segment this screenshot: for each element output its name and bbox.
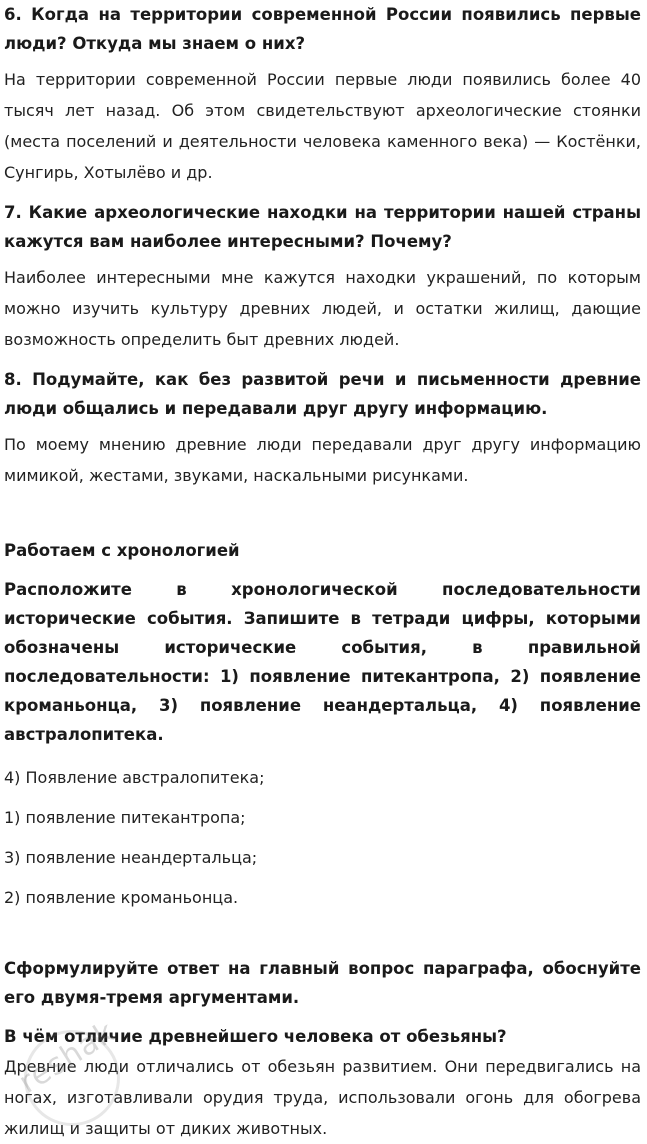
- answer-8: По моему мнению древние люди передавали друг другу информацию мимикой, жестами, звуками, наскальными рисунками.: [4, 435, 641, 485]
- answer-6: На территории современной России первые люди появились более 40 тысяч лет назад. Об этом свидетельствуют археологические стоянки (места поселений и деятельности человека каменного века) — Костёнки, Сунгирь, Хотылёво и др.: [4, 70, 641, 182]
- chronology-task: Расположите в хронологической последовательности исторические события. Запишите в тетради цифры, которыми обозначены исторические события, в правильной последовательности: 1) появление питекантропа, 2) появление кроманьонца, 3) появление неандертальца, 4) появление австралопитека.: [4, 580, 641, 744]
- list-item: 3) появление неандертальца;: [4, 848, 258, 867]
- main-question: В чём отличие древнейшего человека от обезьяны?: [4, 1027, 507, 1046]
- list-item: 1) появление питекантропа;: [4, 808, 246, 827]
- main-question-answer: Древние люди отличались от обезьян развитием. Они передвигались на ногах, изготавливали орудия труда, использовали огонь для обогрева жилищ и защиты от диких животных.: [4, 1057, 641, 1138]
- answer-7: Наиболее интересными мне кажутся находки украшений, по которым можно изучить культуру древних людей, и остатки жилищ, дающие возможность определить быт древних людей.: [4, 268, 641, 349]
- main-question-task: Сформулируйте ответ на главный вопрос параграфа, обоснуйте его двумя-тремя аргументами.: [4, 959, 641, 1007]
- list-item: 2) появление кроманьонца.: [4, 888, 239, 907]
- chronology-heading: Работаем с хронологией: [4, 541, 240, 560]
- chronology-list: [4, 767, 641, 909]
- watermark-text: reshak: [12, 1014, 122, 1101]
- list-item: 4) Появление австралопитека;: [4, 768, 265, 787]
- question-6: 6. Когда на территории современной России появились первые люди? Откуда мы знаем о них?: [4, 5, 641, 53]
- question-7: 7. Какие археологические находки на территории нашей страны кажутся вам наиболее интересными? Почему?: [4, 203, 641, 251]
- question-8: 8. Подумайте, как без развитой речи и письменности древние люди общались и передавали друг другу информацию.: [4, 370, 641, 418]
